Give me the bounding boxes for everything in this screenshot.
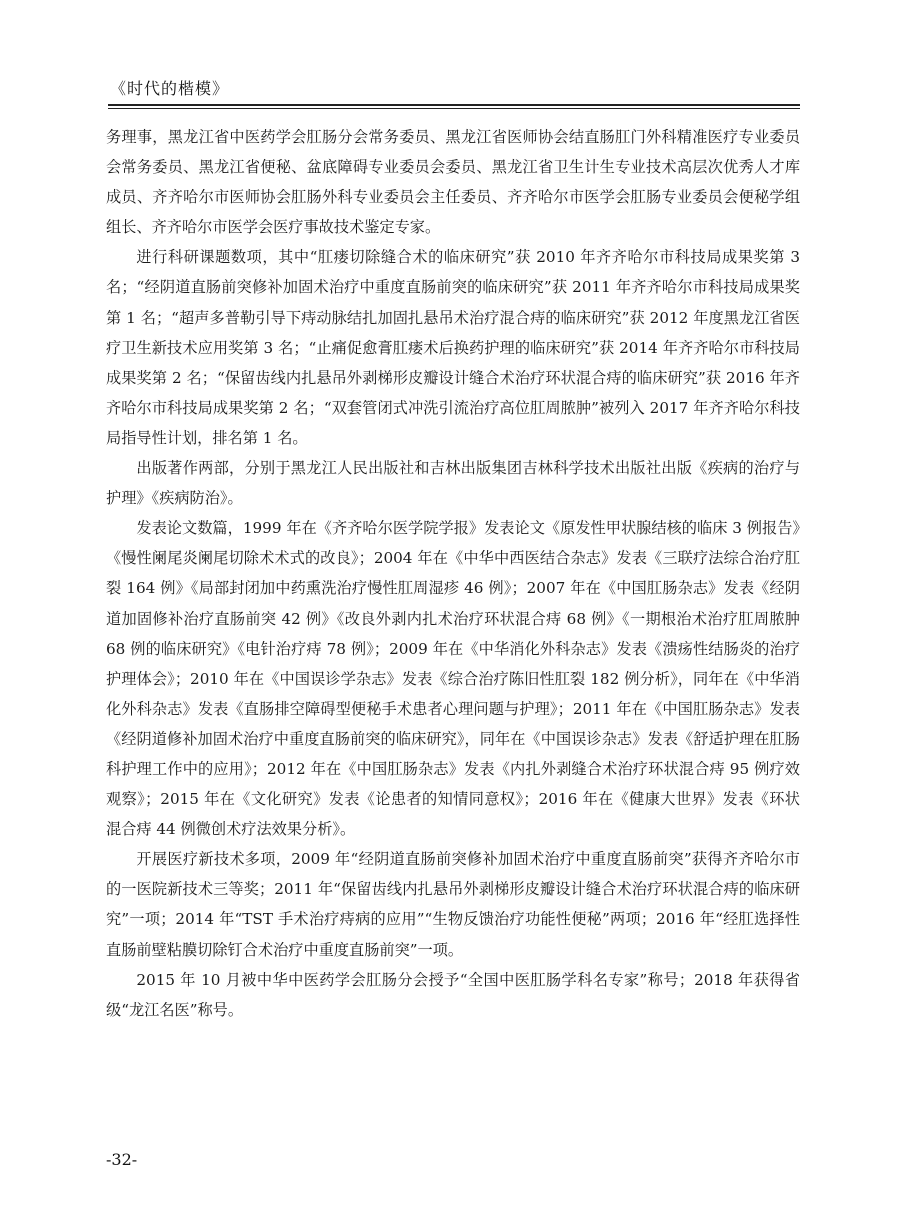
page-number: -32-: [106, 1150, 138, 1169]
running-head: 《时代的楷模》: [110, 79, 230, 98]
paragraph-publications-books: 出版著作两部，分别于黑龙江人民出版社和吉林出版集团吉林科学技术出版社出版《疾病的治疗与护理》《疾病防治》。: [106, 459, 800, 508]
header-rule: [108, 104, 800, 106]
paragraph-continuation: 务理事，黑龙江省中医药学会肛肠分会常务委员、黑龙江省医师协会结直肠肛门外科精准医疗专业委员会常务委员、黑龙江省便秘、盆底障碍专业委员会委员、黑龙江省卫生计生专业技术高层次优秀人才库成员、齐齐哈尔市医师协会肛肠外科专业委员会主任委员、齐齐哈尔市医学会肛肠专业委员会便秘学组组长、齐齐哈尔市医学会医疗事故技术鉴定专家。: [106, 128, 800, 237]
paragraph-new-techniques: 开展医疗新技术多项，2009 年“经阴道直肠前突修补加固术治疗中重度直肠前突”获得齐齐哈尔市的一医院新技术三等奖；2011 年“保留齿线内扎悬吊外剥梯形皮瓣设计缝合术治疗环状混合痔的临床研究”一项；2014 年“TST 手术治疗痔病的应用”“生物反馈治疗功能性便秘”两项；2016 年“经肛选择性直肠前壁粘膜切除钉合术治疗中重度直肠前突”一项。: [106, 850, 800, 959]
paragraph-research: 进行科研课题数项，其中“肛瘘切除缝合术的临床研究”获 2010 年齐齐哈尔市科技局成果奖第 3 名；“经阴道直肠前突修补加固术治疗中重度直肠前突的临床研究”获 2011 年齐齐哈尔市科技局成果奖第 1 名；“超声多普勒引导下痔动脉结扎加固扎悬吊术治疗混合痔的临床研究”获 2012 年度黑龙江省医疗卫生新技术应用奖第 3 名；“止痛促愈膏肛瘘术后换药护理的临床研究”获 2014 年齐齐哈尔市科技局成果奖第 2 名；“保留齿线内扎悬吊外剥梯形皮瓣设计缝合术治疗环状混合痔的临床研究”获 2016 年齐齐哈尔市科技局成果奖第 2 名；“双套管闭式冲洗引流治疗高位肛周脓肿”被列入 2017 年齐齐哈尔科技局指导性计划，排名第 1 名。: [106, 248, 800, 447]
header-rule-thin: [108, 108, 800, 109]
paragraph-honors: 2015 年 10 月被中华中医药学会肛肠分会授予“全国中医肛肠学科名专家”称号；2018 年获得省级“龙江名医”称号。: [106, 970, 800, 1019]
body-text: [106, 122, 800, 1025]
paragraph-papers: 发表论文数篇，1999 年在《齐齐哈尔医学院学报》发表论文《原发性甲状腺结核的临床 3 例报告》《慢性阑尾炎阑尾切除术术式的改良》；2004 年在《中华中西医结合杂志》发表《三联疗法综合治疗肛裂 164 例》《局部封闭加中药熏洗治疗慢性肛周湿疹 46 例》；2007 年在《中国肛肠杂志》发表《经阴道加固修补治疗直肠前突 42 例》《改良外剥内扎术治疗环状混合痔 68 例》《一期根治术治疗肛周脓肿 68 例的临床研究》《电针治疗痔 78 例》；2009 年在《中华消化外科杂志》发表《溃疡性结肠炎的治疗护理体会》；2010 年在《中国误诊学杂志》发表《综合治疗陈旧性肛裂 182 例分析》，同年在《中华消化外科杂志》发表《直肠排空障碍型便秘手术患者心理问题与护理》；2011 年在《中国肛肠杂志》发表《经阴道修补加固术治疗中重度直肠前突的临床研究》，同年在《中国误诊杂志》发表《舒适护理在肛肠科护理工作中的应用》；2012 年在《中国肛肠杂志》发表《内扎外剥缝合术治疗环状混合痔 95 例疗效观察》；2015 年在《文化研究》发表《论患者的知情同意权》；2016 年在《健康大世界》发表《环状混合痔 44 例微创术疗法效果分析》。: [106, 519, 800, 839]
